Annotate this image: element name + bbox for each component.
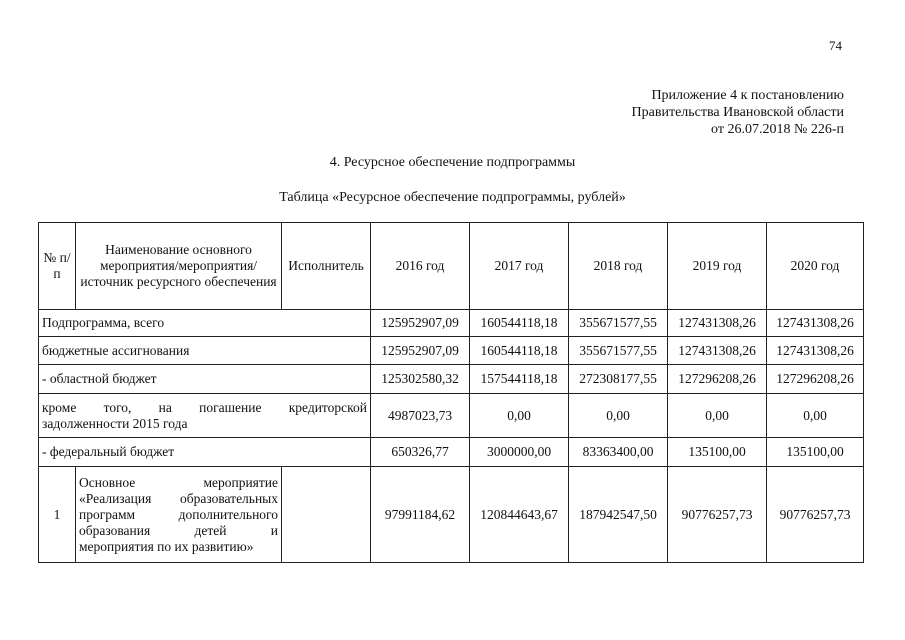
header-2020: 2020 год	[767, 223, 864, 310]
page-number: 74	[829, 38, 842, 53]
table-caption: Таблица «Ресурсное обеспечение подпрограммы, рублей»	[279, 190, 626, 205]
table-row	[39, 365, 864, 394]
value-2017: 157544118,18	[470, 365, 569, 394]
value-2020: 135100,00	[767, 438, 864, 467]
value-2016: 125952907,09	[371, 337, 470, 365]
activity-executor	[282, 467, 371, 563]
value-2017: 0,00	[470, 394, 569, 438]
row-label: - федеральный бюджет	[39, 438, 371, 467]
activity-row	[39, 467, 864, 563]
row-label	[39, 394, 371, 438]
value-2016: 125952907,09	[371, 310, 470, 337]
activity-name-line: Основное мероприятие	[79, 474, 278, 490]
value-2017: 160544118,18	[470, 337, 569, 365]
header-2017: 2017 год	[470, 223, 569, 310]
activity-name-line: программ дополнительного	[79, 506, 278, 522]
value-2020: 0,00	[767, 394, 864, 438]
value-2016: 97991184,62	[371, 467, 470, 563]
value-2019: 90776257,73	[668, 467, 767, 563]
table-row	[39, 394, 864, 438]
value-2020: 127431308,26	[767, 337, 864, 365]
table-row	[39, 310, 864, 337]
value-2019: 127431308,26	[668, 337, 767, 365]
appendix-line: от 26.07.2018 № 226-п	[711, 122, 844, 137]
header-2019: 2019 год	[668, 223, 767, 310]
table-header-row	[39, 223, 864, 310]
appendix-line: Приложение 4 к постановлению	[651, 88, 844, 103]
value-2016: 125302580,32	[371, 365, 470, 394]
value-2016: 4987023,73	[371, 394, 470, 438]
value-2017: 160544118,18	[470, 310, 569, 337]
value-2016: 650326,77	[371, 438, 470, 467]
activity-name	[76, 467, 282, 563]
value-2018: 187942547,50	[569, 467, 668, 563]
table-row	[39, 438, 864, 467]
value-2018: 0,00	[569, 394, 668, 438]
value-2019: 127296208,26	[668, 365, 767, 394]
header-2016: 2016 год	[371, 223, 470, 310]
value-2018: 83363400,00	[569, 438, 668, 467]
value-2019: 135100,00	[668, 438, 767, 467]
value-2019: 0,00	[668, 394, 767, 438]
value-2020: 127431308,26	[767, 310, 864, 337]
row-label-line: кроме того, на погашение кредиторской	[42, 399, 367, 415]
section-title: 4. Ресурсное обеспечение подпрограммы	[329, 155, 576, 170]
header-2018: 2018 год	[569, 223, 668, 310]
appendix-reference	[632, 87, 844, 138]
resource-table	[38, 222, 864, 563]
value-2017: 120844643,67	[470, 467, 569, 563]
activity-name-line: мероприятия по их развитию»	[79, 538, 254, 554]
header-num: № п/п	[39, 223, 76, 310]
value-2020: 90776257,73	[767, 467, 864, 563]
table-row	[39, 337, 864, 365]
value-2019: 127431308,26	[668, 310, 767, 337]
value-2017: 3000000,00	[470, 438, 569, 467]
value-2018: 355671577,55	[569, 310, 668, 337]
appendix-line: Правительства Ивановской области	[631, 105, 844, 120]
row-label: Подпрограмма, всего	[39, 310, 371, 337]
header-executor: Исполнитель	[282, 223, 371, 310]
activity-name-line: «Реализация образовательных	[79, 490, 278, 506]
row-label-line: задолженности 2015 года	[42, 415, 188, 431]
row-label: бюджетные ассигнования	[39, 337, 371, 365]
value-2018: 272308177,55	[569, 365, 668, 394]
activity-name-line: образования детей и	[79, 522, 278, 538]
row-label: - областной бюджет	[39, 365, 371, 394]
header-name: Наименование основного мероприятия/мероприятия/ источник ресурсного обеспечения	[76, 223, 282, 310]
activity-num: 1	[39, 467, 76, 563]
value-2018: 355671577,55	[569, 337, 668, 365]
value-2020: 127296208,26	[767, 365, 864, 394]
